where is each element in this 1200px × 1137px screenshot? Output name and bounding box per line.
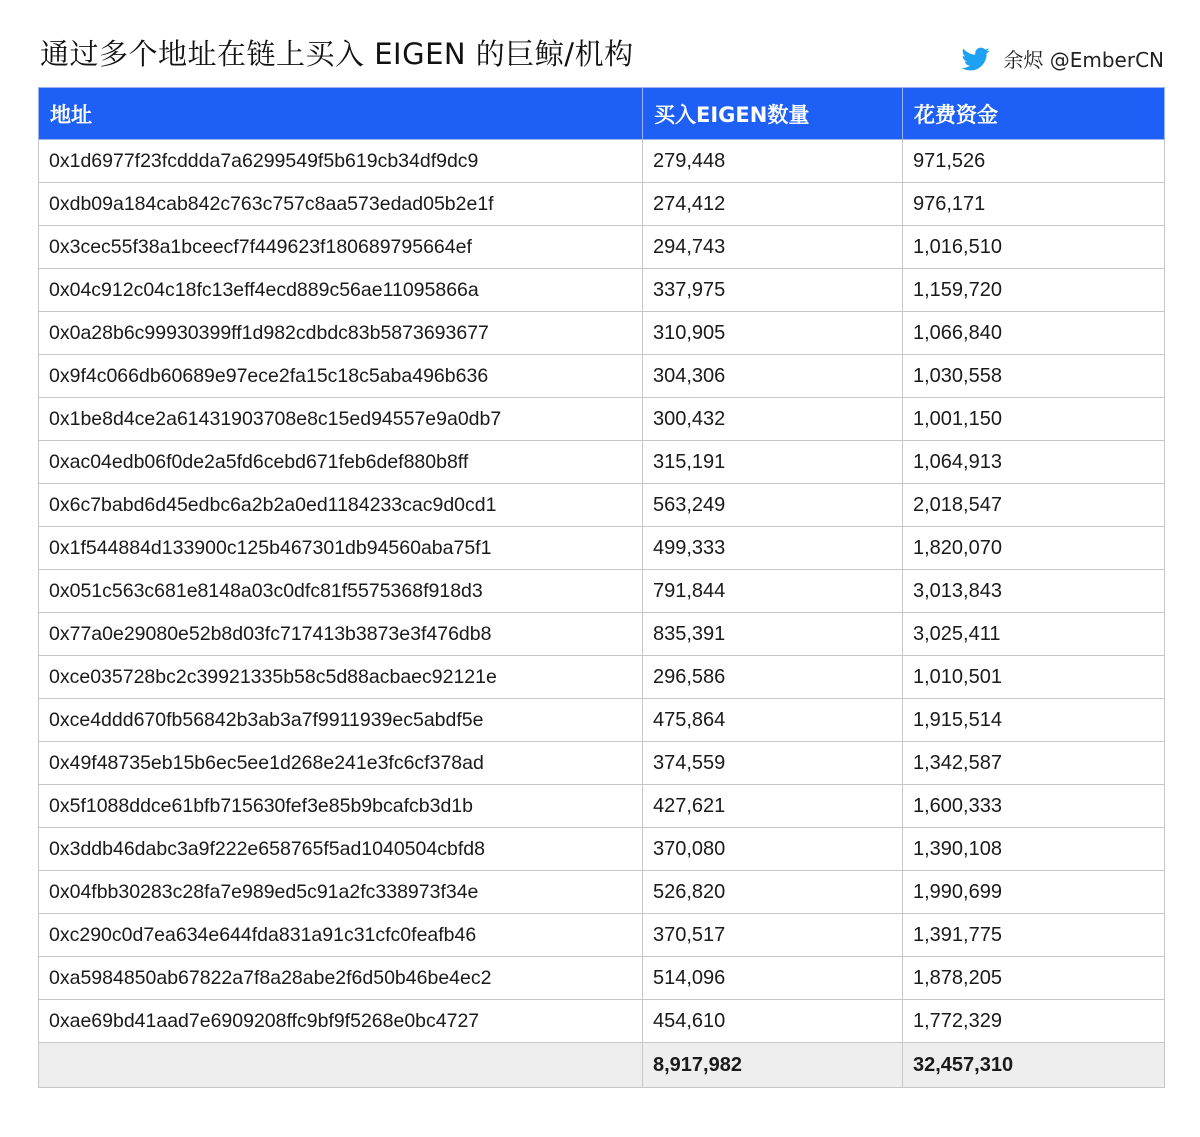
attribution-handle: 余烬 @EmberCN [1003, 48, 1164, 72]
table-row [39, 183, 1165, 226]
amount-cell: 370,080 [643, 828, 903, 871]
amount-cell: 296,586 [643, 656, 903, 699]
whale-address-table [38, 87, 1165, 1088]
amount-cell: 294,743 [643, 226, 903, 269]
amount-cell: 274,412 [643, 183, 903, 226]
address-cell: 0x04c912c04c18fc13eff4ecd889c56ae11095866a [39, 269, 643, 312]
cost-cell: 1,990,699 [903, 871, 1165, 914]
amount-cell: 454,610 [643, 1000, 903, 1043]
amount-cell: 791,844 [643, 570, 903, 613]
cost-cell: 1,030,558 [903, 355, 1165, 398]
table-row [39, 656, 1165, 699]
cost-cell: 1,772,329 [903, 1000, 1165, 1043]
table-row [39, 312, 1165, 355]
table-row [39, 484, 1165, 527]
header-cost: 花费资金 [903, 88, 1165, 140]
total-label-cell [39, 1043, 643, 1088]
header-amount: 买入EIGEN数量 [643, 88, 903, 140]
address-cell: 0xa5984850ab67822a7f8a28abe2f6d50b46be4ec2 [39, 957, 643, 1000]
address-cell: 0x3ddb46dabc3a9f222e658765f5ad1040504cbfd8 [39, 828, 643, 871]
table-row [39, 699, 1165, 742]
amount-cell: 304,306 [643, 355, 903, 398]
address-cell: 0x051c563c681e8148a03c0dfc81f5575368f918d3 [39, 570, 643, 613]
table-row [39, 355, 1165, 398]
address-cell: 0x5f1088ddce61bfb715630fef3e85b9bcafcb3d1b [39, 785, 643, 828]
table-row [39, 1000, 1165, 1043]
address-cell: 0x6c7babd6d45edbc6a2b2a0ed1184233cac9d0cd1 [39, 484, 643, 527]
total-row [39, 1043, 1165, 1088]
address-cell: 0xae69bd41aad7e6909208ffc9bf9f5268e0bc4727 [39, 1000, 643, 1043]
table-row [39, 398, 1165, 441]
table-row [39, 441, 1165, 484]
amount-cell: 370,517 [643, 914, 903, 957]
table-row [39, 269, 1165, 312]
attribution [959, 44, 1164, 73]
cost-cell: 1,600,333 [903, 785, 1165, 828]
page-title: 通过多个地址在链上买入 EIGEN 的巨鲸/机构 [40, 37, 634, 71]
cost-cell: 1,010,501 [903, 656, 1165, 699]
amount-cell: 499,333 [643, 527, 903, 570]
address-cell: 0xce4ddd670fb56842b3ab3a7f9911939ec5abdf5e [39, 699, 643, 742]
cost-cell: 3,013,843 [903, 570, 1165, 613]
table-row [39, 871, 1165, 914]
address-cell: 0xdb09a184cab842c763c757c8aa573edad05b2e1f [39, 183, 643, 226]
amount-cell: 310,905 [643, 312, 903, 355]
amount-cell: 526,820 [643, 871, 903, 914]
table-row [39, 527, 1165, 570]
address-cell: 0x9f4c066db60689e97ece2fa15c18c5aba496b636 [39, 355, 643, 398]
cost-cell: 3,025,411 [903, 613, 1165, 656]
address-cell: 0x77a0e29080e52b8d03fc717413b3873e3f476db8 [39, 613, 643, 656]
cost-cell: 1,342,587 [903, 742, 1165, 785]
amount-cell: 514,096 [643, 957, 903, 1000]
cost-cell: 1,001,150 [903, 398, 1165, 441]
amount-cell: 475,864 [643, 699, 903, 742]
address-cell: 0x49f48735eb15b6ec5ee1d268e241e3fc6cf378ad [39, 742, 643, 785]
total-amount-cell: 8,917,982 [643, 1043, 903, 1088]
cost-cell: 1,820,070 [903, 527, 1165, 570]
header-address: 地址 [39, 88, 643, 140]
cost-cell: 1,878,205 [903, 957, 1165, 1000]
address-cell: 0x0a28b6c99930399ff1d982cdbdc83b5873693677 [39, 312, 643, 355]
address-cell: 0x1be8d4ce2a61431903708e8c15ed94557e9a0db7 [39, 398, 643, 441]
cost-cell: 1,159,720 [903, 269, 1165, 312]
table-row [39, 828, 1165, 871]
twitter-bird-icon [959, 45, 993, 73]
table-header-row [39, 88, 1165, 140]
address-cell: 0xac04edb06f0de2a5fd6cebd671feb6def880b8ff [39, 441, 643, 484]
cost-cell: 2,018,547 [903, 484, 1165, 527]
address-cell: 0x3cec55f38a1bceecf7f449623f180689795664ef [39, 226, 643, 269]
cost-cell: 971,526 [903, 140, 1165, 183]
address-cell: 0x1d6977f23fcddda7a6299549f5b619cb34df9dc9 [39, 140, 643, 183]
table-row [39, 742, 1165, 785]
cost-cell: 1,391,775 [903, 914, 1165, 957]
table-row [39, 140, 1165, 183]
table-row [39, 785, 1165, 828]
amount-cell: 279,448 [643, 140, 903, 183]
table-row [39, 226, 1165, 269]
amount-cell: 300,432 [643, 398, 903, 441]
amount-cell: 563,249 [643, 484, 903, 527]
amount-cell: 835,391 [643, 613, 903, 656]
cost-cell: 1,390,108 [903, 828, 1165, 871]
amount-cell: 427,621 [643, 785, 903, 828]
amount-cell: 337,975 [643, 269, 903, 312]
address-cell: 0x1f544884d133900c125b467301db94560aba75f1 [39, 527, 643, 570]
table-row [39, 613, 1165, 656]
cost-cell: 1,016,510 [903, 226, 1165, 269]
address-cell: 0xc290c0d7ea634e644fda831a91c31cfc0feafb46 [39, 914, 643, 957]
cost-cell: 1,915,514 [903, 699, 1165, 742]
total-cost-cell: 32,457,310 [903, 1043, 1165, 1088]
table-row [39, 570, 1165, 613]
amount-cell: 374,559 [643, 742, 903, 785]
address-cell: 0x04fbb30283c28fa7e989ed5c91a2fc338973f34e [39, 871, 643, 914]
table-body [39, 140, 1165, 1088]
table-row [39, 957, 1165, 1000]
amount-cell: 315,191 [643, 441, 903, 484]
cost-cell: 976,171 [903, 183, 1165, 226]
table-row [39, 914, 1165, 957]
address-cell: 0xce035728bc2c39921335b58c5d88acbaec92121e [39, 656, 643, 699]
cost-cell: 1,066,840 [903, 312, 1165, 355]
cost-cell: 1,064,913 [903, 441, 1165, 484]
